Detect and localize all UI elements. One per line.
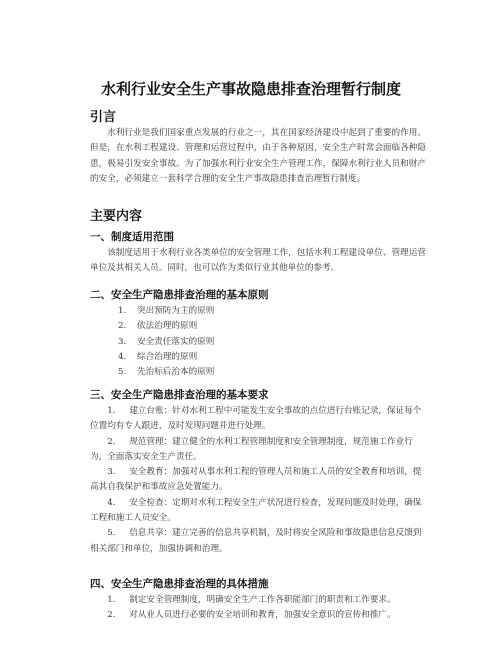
- list-item: 2. 依法治理的原则: [118, 321, 198, 332]
- intro-heading: 引言: [90, 110, 117, 125]
- list-item: 1. 建立台账：针对水利工程中可能发生安全事故的点位进行台账记录，保证每个位置均有专人跟进，及时发现问题并进行处理。: [90, 406, 422, 432]
- section-1-paragraph: 该制度适用于水利行业各类单位的安全管理工作，包括水利工程建设单位、管理运营单位及其相关人员。同时，也可以作为类似行业其他单位的参考。: [90, 248, 426, 274]
- list-item: 3. 安全教育：加强对从事水利工程的管理人员和施工人员的安全教育和培训，提高其自我保护和事故应急处置能力。: [90, 467, 422, 493]
- intro-paragraph: 水利行业是我们国家重点发展的行业之一，其在国家经济建设中起到了重要的作用。但是，在水利工程建设、管理和运营过程中，由于各种原因，安全生产时常会面临各种隐患，极易引发安全事故。为了加强水利行业安全生产管理工作，保障水利行业人员和财产的安全，必须建立一套科学合理的安全生产事故隐患排查治理暂行制度。: [90, 128, 426, 184]
- list-item: 1. 突出预防为主的原则: [118, 306, 215, 316]
- section-3-list: [90, 404, 426, 557]
- document-title: 水利行业安全生产事故隐患排查治理暂行制度: [100, 80, 401, 98]
- list-item: 4. 安全检查：定期对水利工程安全生产状况进行检查，发现问题及时处理，确保工程和施工人员安全。: [90, 497, 422, 524]
- section-2-heading: 二、安全生产隐患排查治理的基本原则: [90, 289, 269, 301]
- section-3-heading: 三、安全生产隐患排查治理的基本要求: [90, 389, 269, 401]
- list-item: 1. 制定安全管理制度，明确安全生产工作各职能部门的职责和工作要求。: [107, 595, 396, 605]
- section-2-list: [118, 304, 418, 380]
- section-1-heading: 一、制度适用范围: [90, 231, 174, 243]
- main-content-heading: 主要内容: [90, 209, 143, 224]
- section-4-heading: 四、安全生产隐患排查治理的具体措施: [90, 578, 269, 590]
- list-item: 4. 综合治理的原则: [118, 351, 198, 362]
- list-item: 5. 信息共享：建立完善的信息共享机制，及时将安全风险和事故隐患信息反馈到相关部门和单位，加强协调和治理。: [90, 528, 422, 554]
- list-item: 3. 安全责任落实的原则: [118, 336, 215, 347]
- list-item: 2. 对从业人员进行必要的安全培训和教育，加强安全意识的宣传和推广。: [107, 610, 396, 621]
- list-item: 5. 先治标后治本的原则: [118, 367, 215, 378]
- list-item: 2. 规范管理：建立健全的水利工程管理制度和安全管理制度，规范施工作业行为，全面落实安全生产责任。: [90, 436, 413, 462]
- section-4-list: [90, 593, 426, 624]
